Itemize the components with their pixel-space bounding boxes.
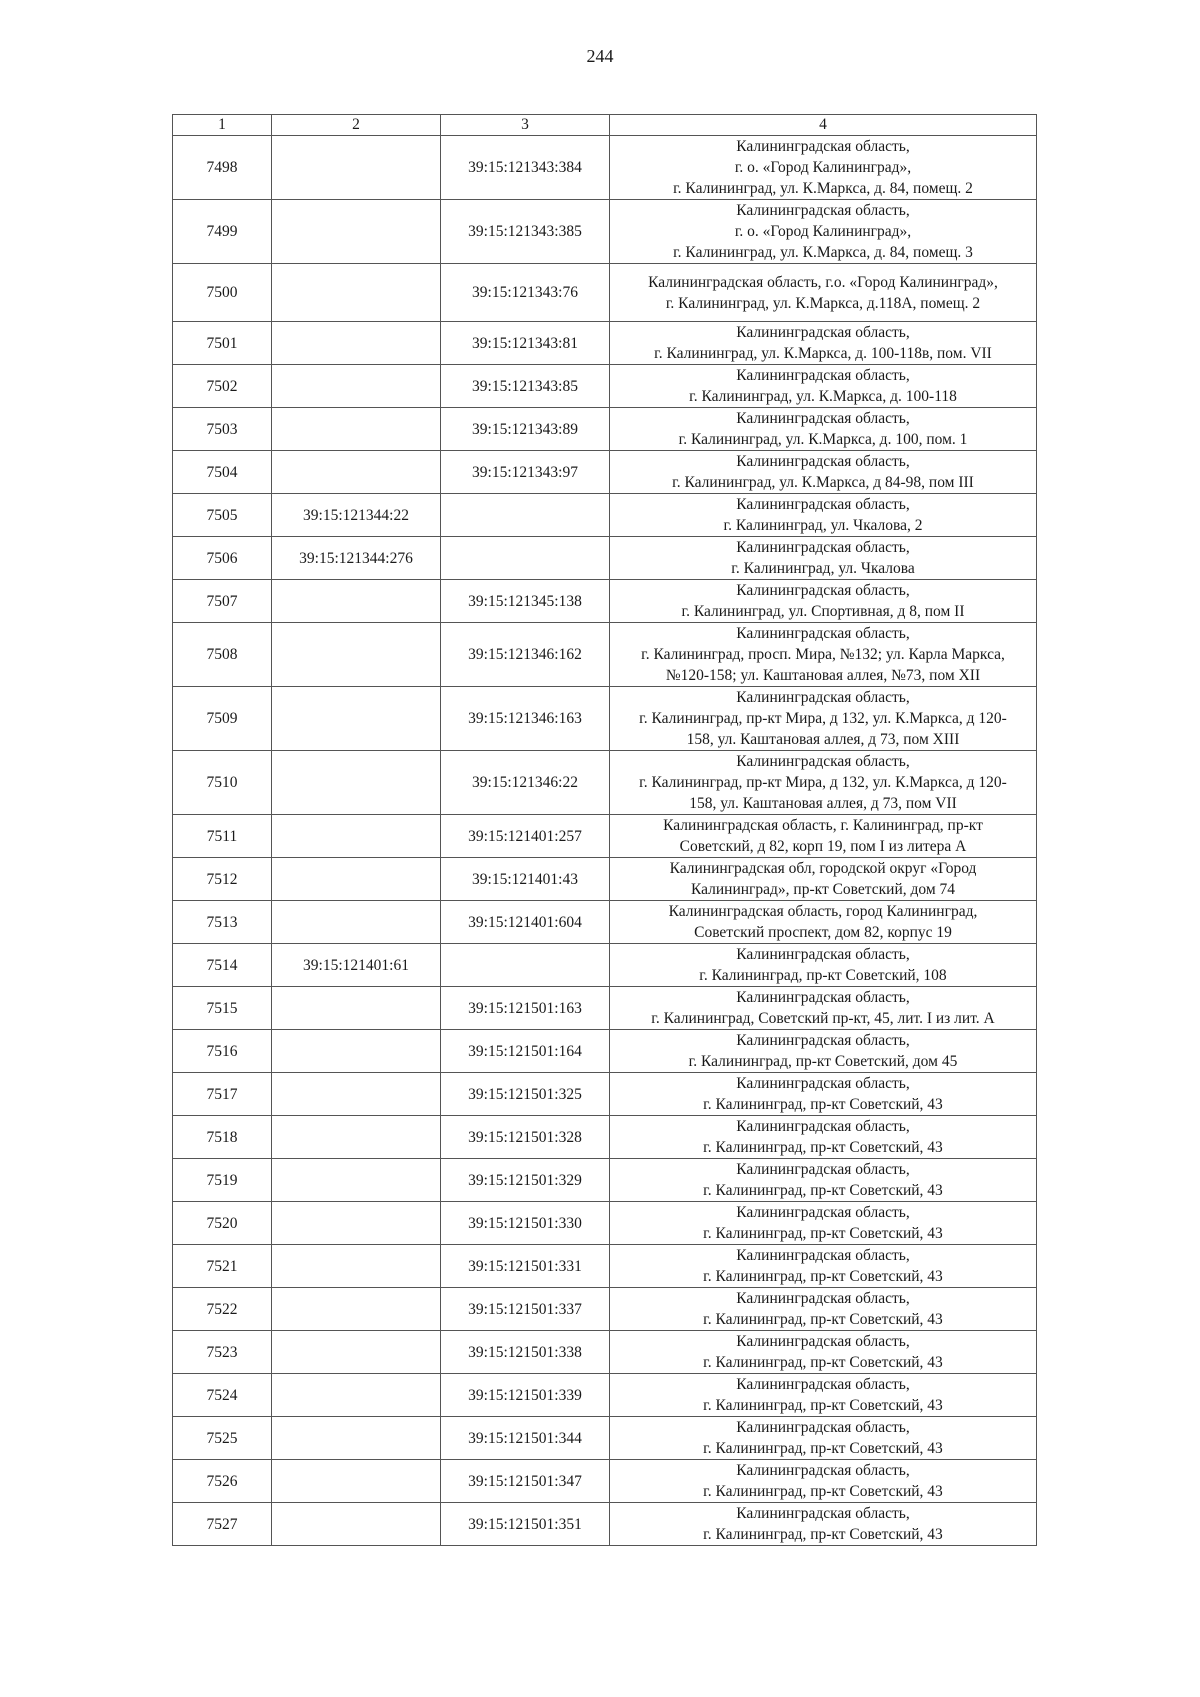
col2-cadastral-cell — [272, 451, 441, 494]
row-number-cell: 7514 — [173, 944, 272, 987]
table-row — [173, 365, 1037, 408]
address-cell: Калининградская область, г. Калининград, ул. Чкалова — [610, 537, 1037, 580]
col2-cadastral-cell — [272, 1503, 441, 1546]
col2-cadastral-cell — [272, 365, 441, 408]
col2-cadastral-cell — [272, 751, 441, 815]
row-number-cell: 7511 — [173, 815, 272, 858]
table-row — [173, 1116, 1037, 1159]
column-header-1: 1 — [173, 115, 272, 136]
address-cell: Калининградская область, г.о. «Город Калининград», г. Калининград, ул. К.Маркса, д.118А, помещ. 2 — [610, 264, 1037, 322]
address-cell: Калининградская область, г. Калининград, пр-кт Советский, дом 45 — [610, 1030, 1037, 1073]
table-row — [173, 1202, 1037, 1245]
col3-cadastral-cell: 39:15:121501:164 — [441, 1030, 610, 1073]
address-cell: Калининградская область, г. Калининград, ул. Чкалова, 2 — [610, 494, 1037, 537]
col3-cadastral-cell: 39:15:121501:338 — [441, 1331, 610, 1374]
row-number-cell: 7523 — [173, 1331, 272, 1374]
col3-cadastral-cell: 39:15:121346:162 — [441, 623, 610, 687]
address-cell: Калининградская область, г. Калининград, Советский пр-кт, 45, лит. I из лит. А — [610, 987, 1037, 1030]
col3-cadastral-cell — [441, 494, 610, 537]
col2-cadastral-cell — [272, 136, 441, 200]
row-number-cell: 7517 — [173, 1073, 272, 1116]
col3-cadastral-cell: 39:15:121343:85 — [441, 365, 610, 408]
col2-cadastral-cell — [272, 1202, 441, 1245]
address-cell: Калининградская область, г. о. «Город Калининград», г. Калининград, ул. К.Маркса, д. 84, помещ. 2 — [610, 136, 1037, 200]
table-row — [173, 987, 1037, 1030]
address-cell: Калининградская область, г. Калининград, пр-кт Советский, 43 — [610, 1202, 1037, 1245]
table-row — [173, 1374, 1037, 1417]
col3-cadastral-cell: 39:15:121501:344 — [441, 1417, 610, 1460]
col2-cadastral-cell — [272, 1331, 441, 1374]
row-number-cell: 7508 — [173, 623, 272, 687]
col2-cadastral-cell — [272, 858, 441, 901]
col2-cadastral-cell — [272, 1417, 441, 1460]
row-number-cell: 7525 — [173, 1417, 272, 1460]
table-body — [173, 136, 1037, 1546]
col3-cadastral-cell — [441, 537, 610, 580]
row-number-cell: 7515 — [173, 987, 272, 1030]
table-row — [173, 1159, 1037, 1202]
address-cell: Калининградская область, г. Калининград, пр-кт Советский, д 82, корп 19, пом I из литера А — [610, 815, 1037, 858]
row-number-cell: 7510 — [173, 751, 272, 815]
col2-cadastral-cell — [272, 264, 441, 322]
col3-cadastral-cell: 39:15:121343:97 — [441, 451, 610, 494]
row-number-cell: 7509 — [173, 687, 272, 751]
col3-cadastral-cell: 39:15:121501:330 — [441, 1202, 610, 1245]
row-number-cell: 7521 — [173, 1245, 272, 1288]
col3-cadastral-cell — [441, 944, 610, 987]
col2-cadastral-cell: 39:15:121344:276 — [272, 537, 441, 580]
col3-cadastral-cell: 39:15:121401:604 — [441, 901, 610, 944]
col3-cadastral-cell: 39:15:121401:43 — [441, 858, 610, 901]
address-cell: Калининградская область, г. Калининград, пр-кт Советский, 43 — [610, 1159, 1037, 1202]
col3-cadastral-cell: 39:15:121501:328 — [441, 1116, 610, 1159]
table-row — [173, 1460, 1037, 1503]
page-number: 244 — [586, 46, 614, 66]
table-row — [173, 451, 1037, 494]
row-number-cell: 7519 — [173, 1159, 272, 1202]
col2-cadastral-cell — [272, 200, 441, 264]
row-number-cell: 7502 — [173, 365, 272, 408]
row-number-cell: 7513 — [173, 901, 272, 944]
col3-cadastral-cell: 39:15:121343:81 — [441, 322, 610, 365]
row-number-cell: 7520 — [173, 1202, 272, 1245]
col2-cadastral-cell — [272, 580, 441, 623]
row-number-cell: 7512 — [173, 858, 272, 901]
address-cell: Калининградская область, г. Калининград, пр-кт Советский, 43 — [610, 1116, 1037, 1159]
row-number-cell: 7504 — [173, 451, 272, 494]
col2-cadastral-cell — [272, 1073, 441, 1116]
col3-cadastral-cell: 39:15:121401:257 — [441, 815, 610, 858]
address-cell: Калининградская область, г. Калининград, пр-кт Советский, 108 — [610, 944, 1037, 987]
column-header-2: 2 — [272, 115, 441, 136]
col2-cadastral-cell — [272, 901, 441, 944]
col2-cadastral-cell: 39:15:121344:22 — [272, 494, 441, 537]
address-cell: Калининградская область, г. Калининград, ул. К.Маркса, д 84-98, пом III — [610, 451, 1037, 494]
col3-cadastral-cell: 39:15:121346:163 — [441, 687, 610, 751]
table-row — [173, 1288, 1037, 1331]
col3-cadastral-cell: 39:15:121343:76 — [441, 264, 610, 322]
col2-cadastral-cell — [272, 1460, 441, 1503]
row-number-cell: 7526 — [173, 1460, 272, 1503]
table-row — [173, 136, 1037, 200]
address-cell: Калининградская область, г. Калининград, ул. К.Маркса, д. 100, пом. 1 — [610, 408, 1037, 451]
table-row — [173, 1503, 1037, 1546]
col3-cadastral-cell: 39:15:121501:351 — [441, 1503, 610, 1546]
address-cell: Калининградская область, г. Калининград, пр-кт Советский, 43 — [610, 1460, 1037, 1503]
row-number-cell: 7527 — [173, 1503, 272, 1546]
table-row — [173, 858, 1037, 901]
row-number-cell: 7522 — [173, 1288, 272, 1331]
col3-cadastral-cell: 39:15:121501:331 — [441, 1245, 610, 1288]
row-number-cell: 7500 — [173, 264, 272, 322]
table-row — [173, 687, 1037, 751]
col2-cadastral-cell — [272, 1245, 441, 1288]
col2-cadastral-cell — [272, 1288, 441, 1331]
row-number-cell: 7505 — [173, 494, 272, 537]
address-cell: Калининградская область, г. Калининград, пр-кт Советский, 43 — [610, 1331, 1037, 1374]
col2-cadastral-cell — [272, 408, 441, 451]
table-row — [173, 264, 1037, 322]
col2-cadastral-cell — [272, 1159, 441, 1202]
row-number-cell: 7506 — [173, 537, 272, 580]
col3-cadastral-cell: 39:15:121501:325 — [441, 1073, 610, 1116]
address-cell: Калининградская область, г. Калининград, пр-кт Мира, д 132, ул. К.Маркса, д 120- 158, ул. Каштановая аллея, д 73, пом VII — [610, 751, 1037, 815]
col3-cadastral-cell: 39:15:121501:337 — [441, 1288, 610, 1331]
table-row — [173, 494, 1037, 537]
table-row — [173, 200, 1037, 264]
table-row — [173, 944, 1037, 987]
table-row — [173, 1073, 1037, 1116]
row-number-cell: 7501 — [173, 322, 272, 365]
row-number-cell: 7518 — [173, 1116, 272, 1159]
table-row — [173, 1245, 1037, 1288]
table-row — [173, 408, 1037, 451]
address-cell: Калининградская область, г. Калининград, просп. Мира, №132; ул. Карла Маркса, №120-158; ул. Каштановая аллея, №73, пом XII — [610, 623, 1037, 687]
col2-cadastral-cell — [272, 687, 441, 751]
col2-cadastral-cell — [272, 1030, 441, 1073]
col3-cadastral-cell: 39:15:121343:89 — [441, 408, 610, 451]
address-cell: Калининградская область, г. Калининград, пр-кт Советский, 43 — [610, 1288, 1037, 1331]
col2-cadastral-cell — [272, 322, 441, 365]
table-row — [173, 751, 1037, 815]
table-row — [173, 322, 1037, 365]
address-cell: Калининградская обл, городской округ «Город Калининград», пр-кт Советский, дом 74 — [610, 858, 1037, 901]
col2-cadastral-cell — [272, 1116, 441, 1159]
col2-cadastral-cell: 39:15:121401:61 — [272, 944, 441, 987]
table-row — [173, 580, 1037, 623]
column-header-4: 4 — [610, 115, 1037, 136]
col3-cadastral-cell: 39:15:121343:385 — [441, 200, 610, 264]
column-header-3: 3 — [441, 115, 610, 136]
col2-cadastral-cell — [272, 987, 441, 1030]
table-row — [173, 623, 1037, 687]
col2-cadastral-cell — [272, 815, 441, 858]
address-cell: Калининградская область, город Калининград, Советский проспект, дом 82, корпус 19 — [610, 901, 1037, 944]
row-number-cell: 7499 — [173, 200, 272, 264]
address-cell: Калининградская область, г. Калининград, пр-кт Советский, 43 — [610, 1374, 1037, 1417]
col3-cadastral-cell: 39:15:121345:138 — [441, 580, 610, 623]
registry-table — [172, 114, 1037, 1546]
row-number-cell: 7498 — [173, 136, 272, 200]
address-cell: Калининградская область, г. Калининград, пр-кт Советский, 43 — [610, 1073, 1037, 1116]
table-row — [173, 815, 1037, 858]
table-header-row — [173, 115, 1037, 136]
address-cell: Калининградская область, г. Калининград, пр-кт Советский, 43 — [610, 1245, 1037, 1288]
col3-cadastral-cell: 39:15:121501:329 — [441, 1159, 610, 1202]
row-number-cell: 7516 — [173, 1030, 272, 1073]
table-row — [173, 1030, 1037, 1073]
table-row — [173, 901, 1037, 944]
address-cell: Калининградская область, г. Калининград, ул. К.Маркса, д. 100-118в, пом. VII — [610, 322, 1037, 365]
address-cell: Калининградская область, г. Калининград, ул. К.Маркса, д. 100-118 — [610, 365, 1037, 408]
address-cell: Калининградская область, г. о. «Город Калининград», г. Калининград, ул. К.Маркса, д. 84, помещ. 3 — [610, 200, 1037, 264]
col3-cadastral-cell: 39:15:121501:347 — [441, 1460, 610, 1503]
table-row — [173, 1417, 1037, 1460]
col2-cadastral-cell — [272, 1374, 441, 1417]
table-row — [173, 537, 1037, 580]
address-cell: Калининградская область, г. Калининград, ул. Спортивная, д 8, пом II — [610, 580, 1037, 623]
col3-cadastral-cell: 39:15:121346:22 — [441, 751, 610, 815]
col2-cadastral-cell — [272, 623, 441, 687]
col3-cadastral-cell: 39:15:121343:384 — [441, 136, 610, 200]
address-cell: Калининградская область, г. Калининград, пр-кт Советский, 43 — [610, 1417, 1037, 1460]
address-cell: Калининградская область, г. Калининград, пр-кт Советский, 43 — [610, 1503, 1037, 1546]
row-number-cell: 7507 — [173, 580, 272, 623]
col3-cadastral-cell: 39:15:121501:163 — [441, 987, 610, 1030]
table-row — [173, 1331, 1037, 1374]
row-number-cell: 7524 — [173, 1374, 272, 1417]
row-number-cell: 7503 — [173, 408, 272, 451]
address-cell: Калининградская область, г. Калининград, пр-кт Мира, д 132, ул. К.Маркса, д 120- 158, ул. Каштановая аллея, д 73, пом XIII — [610, 687, 1037, 751]
col3-cadastral-cell: 39:15:121501:339 — [441, 1374, 610, 1417]
